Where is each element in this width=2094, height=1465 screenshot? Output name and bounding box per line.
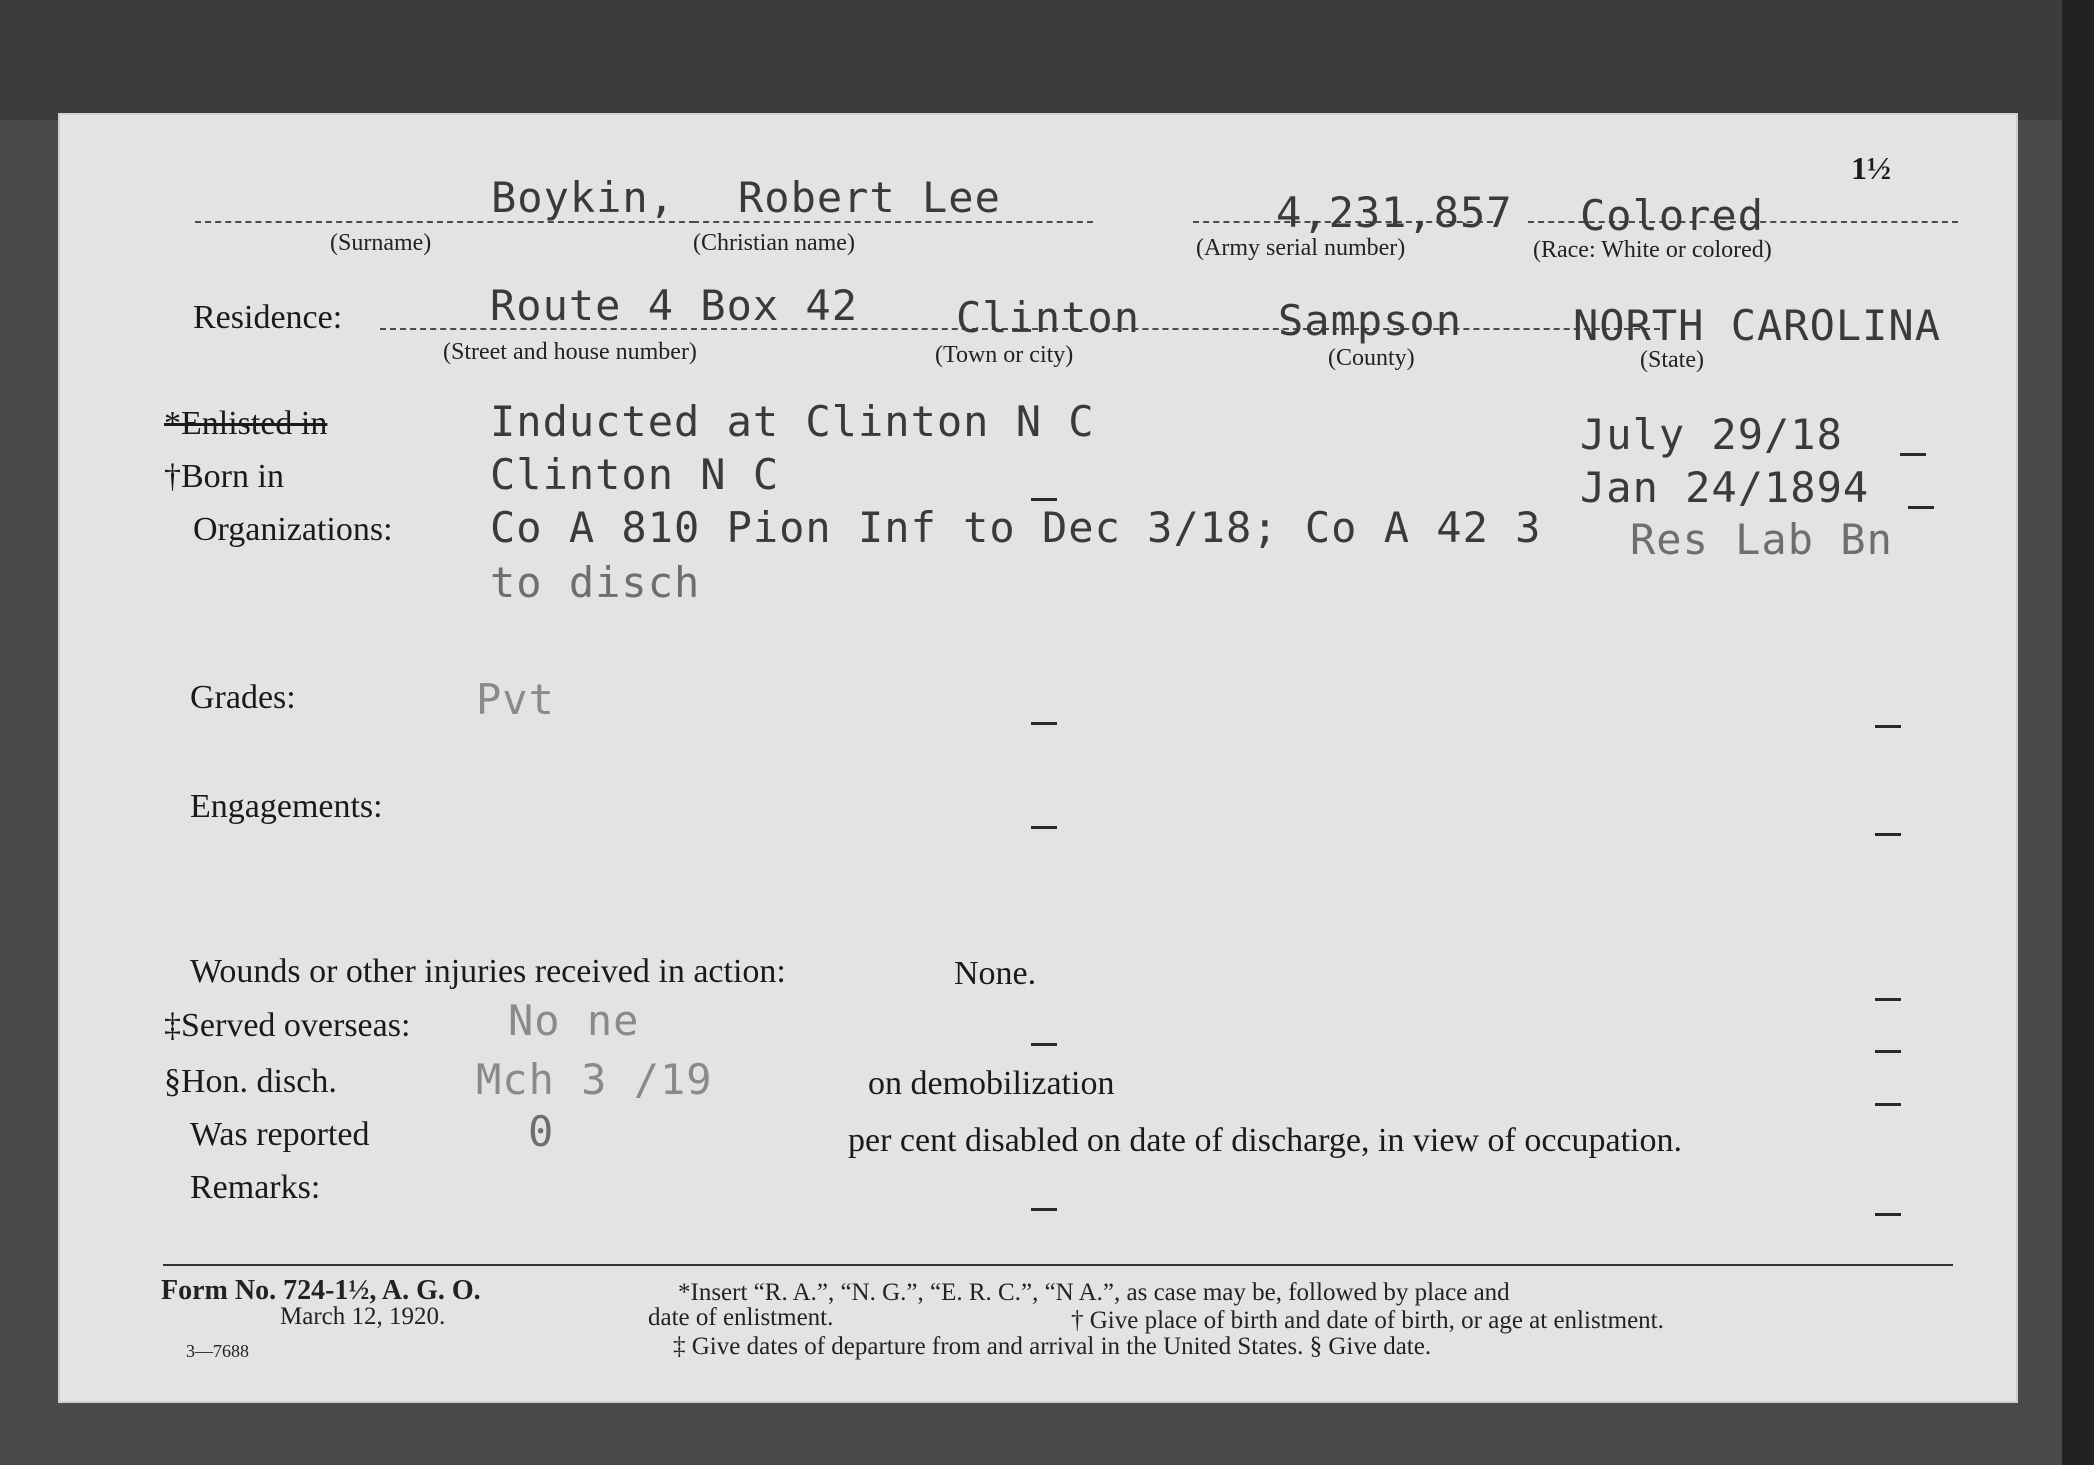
race-value: Colored [1580,191,1765,240]
serial-caption: (Army serial number) [1196,235,1406,261]
engagements-end-dash [1875,833,1901,836]
race-caption: (Race: White or colored) [1533,237,1772,263]
organizations-line1: Co A 810 Pion Inf to Dec 3/18; Co A 42 3 [490,503,1542,552]
wounds-label: Wounds or other injuries received in action: [190,953,786,990]
overseas-mid-dash [1031,1043,1057,1046]
born-label: †Born in [164,458,284,495]
overseas-value: No ne [508,996,640,1045]
enlisted-label: *Enlisted in [164,405,328,442]
footnote-enlisted: *Insert “R. A.”, “N. G.”, “E. R. C.”, “N A.”, as case may be, followed by place and [678,1279,1510,1306]
residence-state-value: NORTH CAROLINA [1573,301,1942,350]
remarks-end-dash [1875,1213,1901,1216]
hon-disch-value: Mch 3 /19 [476,1055,713,1104]
remarks-mid-dash [1031,1208,1057,1211]
overseas-end-dash [1875,1050,1901,1053]
print-number: 3—7688 [186,1341,249,1361]
serial-number-value: 4,231,857 [1276,188,1513,237]
residence-street-value: Route 4 Box 42 [490,281,859,330]
town-caption: (Town or city) [935,342,1074,368]
footnote-born: † Give place of birth and date of birth, or age at enlistment. [1071,1307,1664,1334]
grades-end-dash [1875,725,1901,728]
organizations-label: Organizations: [193,511,393,548]
engagements-label: Engagements: [190,788,383,825]
enlisted-end-dash [1900,453,1926,456]
engagements-mid-dash [1031,826,1057,829]
footer-rule [163,1264,1953,1266]
christian-name-value: Robert Lee [738,173,1001,222]
scan-background-right [2062,0,2094,1465]
enlisted-value: Inducted at Clinton N C [490,397,1095,446]
reported-suffix: per cent disabled on date of discharge, in view of occupation. [848,1122,1682,1159]
street-caption: (Street and house number) [443,339,697,365]
footnote-enlisted-cont: date of enlistment. [648,1304,834,1331]
born-end-dash [1908,506,1934,509]
hon-disch-suffix: on demobilization [868,1065,1115,1102]
born-date: Jan 24/1894 [1580,463,1870,512]
county-caption: (County) [1328,345,1415,371]
organizations-line1-tail: Res Lab Bn [1630,515,1893,564]
grades-mid-dash [1031,722,1057,725]
overseas-label: ‡Served overseas: [164,1007,411,1044]
residence-town-value: Clinton [956,293,1141,342]
residence-county-value: Sampson [1278,296,1463,345]
service-record-card [58,113,2018,1403]
form-number: Form No. 724-1½, A. G. O. [161,1275,481,1306]
wounds-value: None. [954,955,1037,992]
surname-value: Boykin, [491,173,676,222]
grades-label: Grades: [190,679,296,716]
hon-disch-label: §Hon. disch. [164,1063,337,1100]
organizations-line2: to disch [490,558,701,607]
form-date: March 12, 1920. [280,1303,446,1330]
page-number: 1½ [1851,150,1891,186]
born-mid-dash [1031,498,1057,501]
enlisted-date: July 29/18 [1580,410,1843,459]
reported-value: 0 [528,1107,555,1156]
hon-disch-end-dash [1875,1103,1901,1106]
scan-background-top [0,0,2094,120]
grades-value: Pvt [476,675,555,724]
surname-caption: (Surname) [330,230,432,256]
state-caption: (State) [1640,347,1704,373]
remarks-label: Remarks: [190,1169,321,1206]
reported-label: Was reported [190,1116,370,1153]
wounds-end-dash [1875,998,1901,1001]
born-value: Clinton N C [490,450,780,499]
residence-label: Residence: [193,299,343,336]
christian-name-caption: (Christian name) [693,230,855,256]
footnote-overseas: ‡ Give dates of departure from and arrival in the United States. § Give date. [673,1333,1432,1360]
